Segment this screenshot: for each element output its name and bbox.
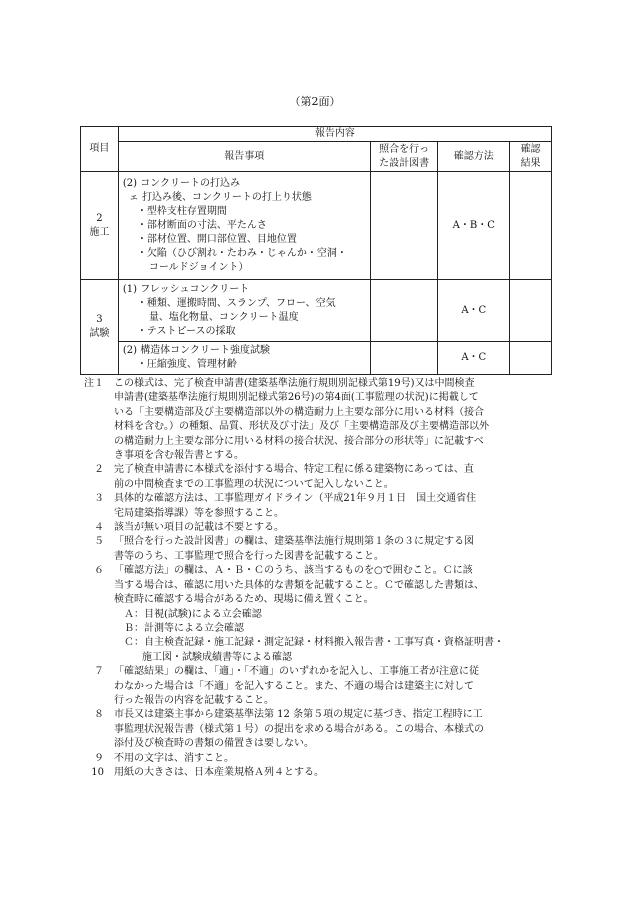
row-test-strength-drawings-cell[interactable] xyxy=(370,342,438,375)
method-a: Ａ：目視(試験)による立会確認 xyxy=(124,608,262,620)
note-line: 「照合を行った設計図書」の欄は、建築基準法施行規則第１条の３に規定する図 xyxy=(114,536,474,548)
row-construction-label xyxy=(81,172,119,280)
report-table xyxy=(80,126,552,375)
matter-line: ・圧縮強度、管理材齢 xyxy=(136,359,237,370)
row-test-fresh-method: A・C xyxy=(438,280,510,342)
row-test-strength-result-cell[interactable] xyxy=(510,342,552,375)
note-3 xyxy=(80,492,558,521)
row-test-strength-matters xyxy=(118,342,370,375)
row-test-fresh-result-cell[interactable] xyxy=(510,280,552,342)
note-number: ７ xyxy=(94,666,104,678)
row-construction-drawings-cell[interactable] xyxy=(370,172,438,280)
notes-section xyxy=(80,377,558,780)
note-2 xyxy=(80,463,558,492)
header-result xyxy=(510,142,552,172)
matter-line: ・部材位置、開口部位置、目地位置 xyxy=(136,233,297,245)
note-line: いる「主要構造部及び主要構造部以外の構造耐力上主要な部分に用いる材料（接合 xyxy=(114,406,484,418)
header-drawings-line2: た設計図書 xyxy=(379,157,430,169)
matter-line: (2) コンクリートの打込み xyxy=(122,177,240,189)
header-drawings-line1: 照合を行っ xyxy=(379,143,430,155)
note-number: ５ xyxy=(94,536,104,548)
matter-line: ・部材断面の寸法、平たんさ xyxy=(136,219,267,231)
note-number: 10 xyxy=(91,766,104,778)
row-construction-method: A・B・C xyxy=(438,172,510,280)
note-line: の構造耐力上主要な部分に用いる材料の接合状況、接合部分の形状等」に記載すべ xyxy=(114,435,484,447)
header-result-line1: 確認 xyxy=(520,143,541,155)
note-line: この様式は、完了検査申請書(建築基準法施行規則別記様式第19号)又は中間検査 xyxy=(114,378,475,389)
row-construction-name: 施工 xyxy=(89,226,110,238)
note-line: き事項を含む報告書とする。 xyxy=(114,450,244,462)
matter-line: コールドジョイント） xyxy=(148,261,249,273)
note-line: 「確認結果」の欄は、「適」・「不適」のいずれかを記入し、工事施工者が注意に従 xyxy=(114,666,479,678)
note-number: 注１ xyxy=(84,378,104,389)
note-line: 該当が無い項目の記載は不要とする。 xyxy=(114,522,284,534)
row-test-fresh-drawings-cell[interactable] xyxy=(370,280,438,342)
page-title: （第2面） xyxy=(289,95,341,108)
note-line: 具体的な確認方法は、工事監理ガイドライン（平成21年９月１日 国土交通省住 xyxy=(114,493,477,505)
matter-line: ・欠陥（ひび割れ・たわみ・じゃんか・空洞・ xyxy=(136,247,347,259)
note-number: ６ xyxy=(94,565,104,577)
method-c-continued: 施工図・試験成績書等による確認 xyxy=(142,651,292,663)
matter-line: ・テストピースの採取 xyxy=(136,325,236,337)
note-number: ３ xyxy=(94,493,104,505)
matter-line: (1) フレッシュコンクリート xyxy=(122,283,250,295)
note-7 xyxy=(80,665,558,708)
note-number: ９ xyxy=(94,752,104,764)
row-test-name: 試験 xyxy=(89,328,110,339)
note-line: 不用の文字は、消すこと。 xyxy=(114,752,234,764)
matter-line: ェ 打込み後、コンクリートの打上り状態 xyxy=(128,191,312,203)
note-line: 検査時に確認する場合があるため、現場に備え置くこと。 xyxy=(114,594,374,606)
header-report-content: 報告内容 xyxy=(118,127,551,142)
note-number: ２ xyxy=(94,464,104,476)
matter-line: ・型枠支柱存置期間 xyxy=(136,205,227,217)
method-b: Ｂ：計測等による立会確認 xyxy=(124,622,244,634)
note-line: 用紙の大きさは、日本産業規格Ａ列４とする。 xyxy=(114,766,324,778)
note-6 xyxy=(80,564,558,607)
note-line: 申請書(建築基準法施行規則別記様式第26号)の第4面(工事監理の状況)に掲載して xyxy=(114,392,479,404)
note-line: 当する場合は、確認に用いた具体的な書類を記載すること。Ｃで確認した書類は、 xyxy=(114,579,484,591)
note-line: 「確認方法」の欄は、Ａ・Ｂ・Ｃのうち、該当するものを○で囲むこと。Ｃに該 xyxy=(114,565,473,577)
note-number: ８ xyxy=(94,709,104,721)
row-construction-number: 2 xyxy=(96,212,103,224)
note-line: 材料を含む。）の種類、品質、形状及び寸法」及び「主要構造部及び主要構造部以外 xyxy=(114,421,489,433)
note-line: 市長又は建築主事から建築基準法第 12 条第５項の規定に基づき、指定工程時に工 xyxy=(114,709,483,721)
note-line: 完了検査申請書に本様式を添付する場合、特定工程に係る建築物にあっては、直 xyxy=(114,464,474,476)
matter-line: ・種類、運搬時間、スランプ、フロー、空気 xyxy=(136,297,336,309)
note-line: 宅局建築指導課）等を参照すること。 xyxy=(114,507,284,519)
note-line: 事監理状況報告書（様式第１号）の提出を求める場合がある。この場合、本様式の xyxy=(114,723,484,735)
note-4 xyxy=(80,521,558,535)
matter-line: (2) 構造体コンクリート強度試験 xyxy=(122,345,270,356)
matter-line: 量、塩化物量、コンクリート温度 xyxy=(148,311,299,323)
note-line: 書等のうち、工事監理で照合を行った図書を記載すること。 xyxy=(114,550,384,562)
method-c: Ｃ：自主検査記録・施工記録・測定記録・材料搬入報告書・工事写真・資格証明書・ xyxy=(124,637,504,649)
row-test-number: 3 xyxy=(96,314,103,325)
header-drawings xyxy=(370,142,438,172)
header-result-line2: 結果 xyxy=(520,157,541,169)
note-1 xyxy=(80,377,558,463)
note-number: ４ xyxy=(94,522,104,534)
note-line: 添付及び検査時の書類の備置きは要しない。 xyxy=(114,738,314,750)
note-line: 前の中間検査までの工事監理の状況について記入しないこと。 xyxy=(114,478,394,490)
row-test-label xyxy=(81,280,119,375)
note-9 xyxy=(80,752,558,766)
note-line: 行った報告の内容を記載すること。 xyxy=(114,694,274,706)
row-construction-result-cell[interactable] xyxy=(510,172,552,280)
header-report-matter: 報告事項 xyxy=(118,142,370,172)
header-method: 確認方法 xyxy=(438,142,510,172)
note-10 xyxy=(80,766,558,780)
note-8 xyxy=(80,708,558,751)
row-test-strength-method: A・C xyxy=(438,342,510,375)
note-line: わなかった場合は「不適」を記入すること。また、不適の場合は建築主に対して xyxy=(114,680,474,692)
note-5 xyxy=(80,535,558,564)
row-test-fresh-matters xyxy=(118,280,370,342)
row-construction-matters xyxy=(118,172,370,280)
header-item: 項目 xyxy=(81,127,119,172)
